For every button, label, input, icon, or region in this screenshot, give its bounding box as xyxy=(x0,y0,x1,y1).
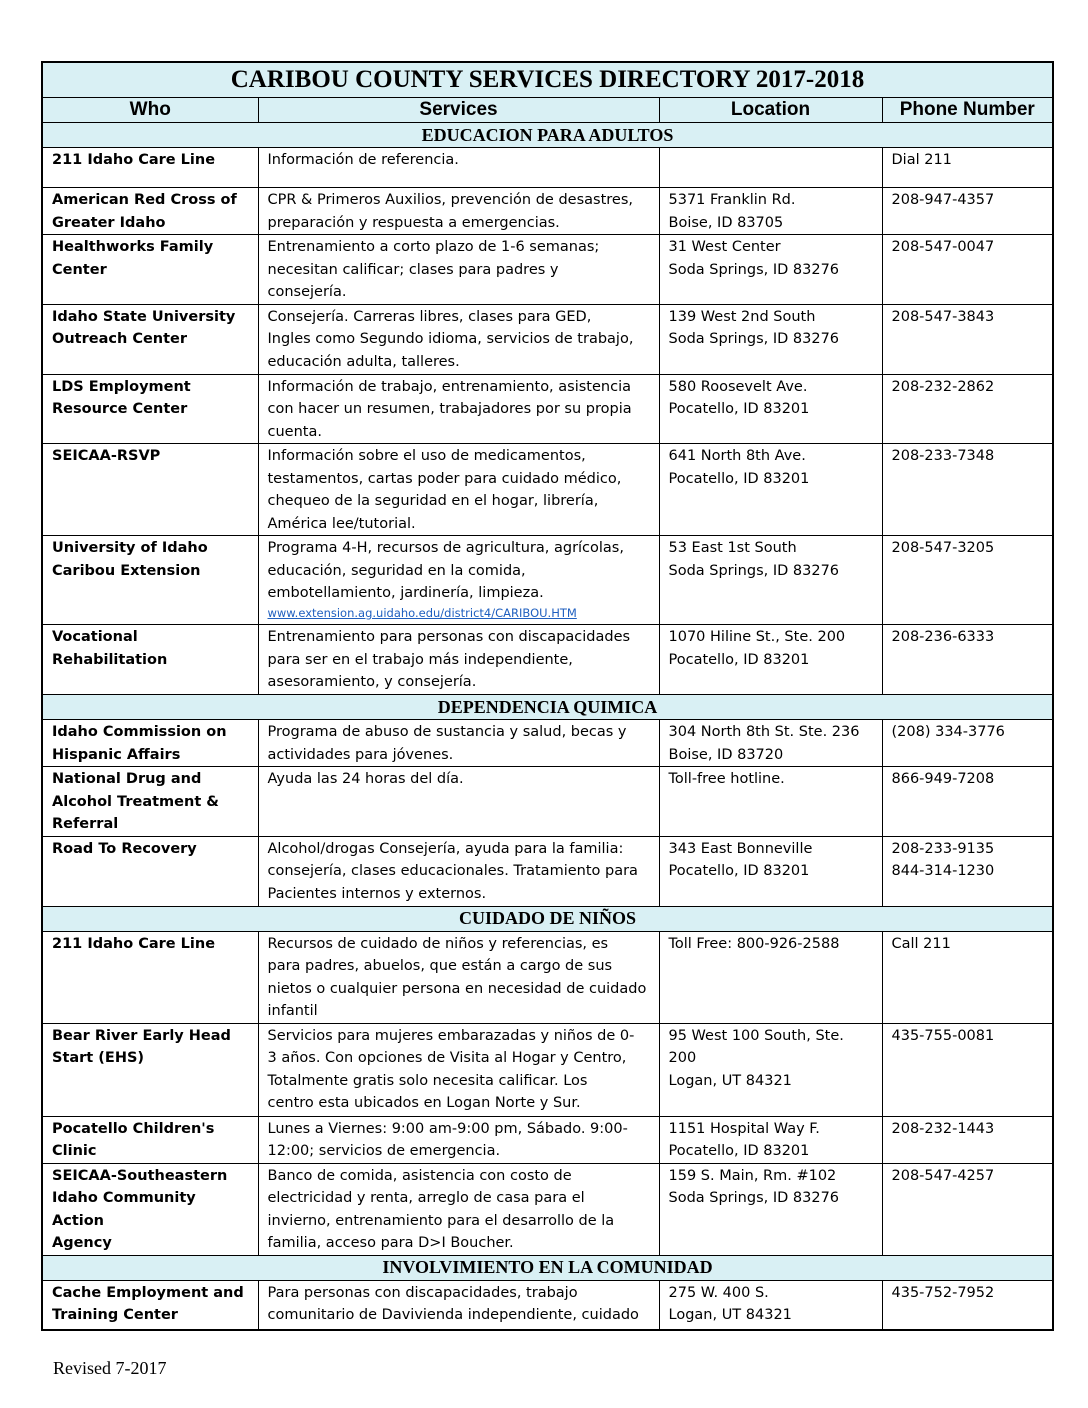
who-cell-text: SEICAA-RSVP xyxy=(52,448,161,464)
location-cell-text: 139 West 2nd South Soda Springs, ID 83276 xyxy=(668,308,840,347)
phone-cell-text: 208-547-0047 xyxy=(891,239,995,255)
section-title: INVOLVIMIENTO EN LA COMUNIDAD xyxy=(42,1255,1053,1280)
services-cell xyxy=(258,148,659,188)
services-cell xyxy=(258,188,659,235)
table-row xyxy=(42,931,1053,1023)
table-row xyxy=(42,1163,1053,1255)
services-cell-text: Información sobre el uso de medicamentos, testamentos, cartas poder para cuidado médico, chequeo de la seguridad en el hogar, librería, América lee/tutorial. xyxy=(267,448,622,532)
location-cell-text: 275 W. 400 S. Logan, UT 84321 xyxy=(668,1284,792,1323)
phone-cell xyxy=(882,1163,1053,1255)
table-row xyxy=(42,1023,1053,1116)
who-cell-text: University of Idaho Caribou Extension xyxy=(52,540,208,579)
location-cell-text: 641 North 8th Ave. Pocatello, ID 83201 xyxy=(668,448,810,487)
phone-cell xyxy=(882,188,1053,235)
location-cell xyxy=(659,1023,882,1116)
phone-cell-text: 208-547-3205 xyxy=(891,540,995,556)
services-directory-table xyxy=(41,61,1054,1331)
who-cell-text: 211 Idaho Care Line xyxy=(52,935,216,952)
who-cell-text: Idaho Commission on Hispanic Affairs xyxy=(52,724,227,763)
services-cell xyxy=(258,836,659,906)
phone-cell xyxy=(882,836,1053,906)
phone-cell-text: Dial 211 xyxy=(891,152,952,168)
services-cell-text: Entrenamiento para personas con discapacidades para ser en el trabajo más independiente, asesoramiento, y consejería. xyxy=(267,629,631,690)
services-cell-text: Para personas con discapacidades, trabajo comunitario de Daviviendа independiente, cuidado xyxy=(267,1284,639,1323)
who-cell xyxy=(42,304,258,374)
phone-cell-text: 435-752-7952 xyxy=(891,1284,995,1301)
location-cell-text: 5371 Franklin Rd. Boise, ID 83705 xyxy=(668,192,796,231)
phone-cell-text: 208-232-1443 xyxy=(891,1120,995,1137)
phone-cell xyxy=(882,148,1053,188)
table-row xyxy=(42,536,1053,625)
who-cell-text: 211 Idaho Care Line xyxy=(52,152,216,168)
who-cell-text: American Red Cross of Greater Idaho xyxy=(52,192,237,231)
who-cell xyxy=(42,148,258,188)
services-cell-text: Banco de comida, asistencia con costo de electricidad y renta, arreglo de casa para el invierno, entrenamiento para el desarrollo de la familia, acceso para D>I Boucher. xyxy=(267,1167,615,1251)
services-cell-text: Servicios para mujeres embarazadas y niños de 0- 3 años. Con opciones de Visita al Hogar y Centro, Totalmente gratis solo necesita calificar. Los centro esta ubicados en Logan Norte y Sur. xyxy=(267,1027,635,1111)
who-cell-text: Idaho State University Outreach Center xyxy=(52,308,236,347)
phone-cell-text: 208-233-7348 xyxy=(891,448,995,464)
location-cell xyxy=(659,720,882,767)
phone-cell xyxy=(882,931,1053,1023)
who-cell-text: Cache Employment and Training Center xyxy=(52,1284,244,1323)
phone-cell xyxy=(882,1280,1053,1330)
phone-cell-text: 208-236-6333 xyxy=(891,629,995,645)
header-phone: Phone Number xyxy=(882,98,1053,123)
phone-cell-text: 208-547-3843 xyxy=(891,308,995,325)
who-cell-text: Road To Recovery xyxy=(52,840,197,857)
services-cell xyxy=(258,235,659,305)
phone-cell xyxy=(882,444,1053,536)
location-cell xyxy=(659,304,882,374)
directory-page xyxy=(41,61,1052,1331)
who-cell xyxy=(42,625,258,695)
section-title: CUIDADO DE NIÑOS xyxy=(42,906,1053,931)
phone-cell xyxy=(882,767,1053,837)
location-cell xyxy=(659,1163,882,1255)
location-cell xyxy=(659,836,882,906)
table-row xyxy=(42,374,1053,444)
who-cell xyxy=(42,188,258,235)
phone-cell-text: 208-232-2862 xyxy=(891,378,995,395)
location-cell xyxy=(659,536,882,625)
location-cell xyxy=(659,767,882,837)
services-cell-text: Programa 4-H, recursos de agricultura, agrícolas, educación, seguridad en la comida, embotellamiento, jardinería, limpieza. xyxy=(267,540,624,601)
services-cell-text: Entrenamiento a corto plazo de 1-6 semanas; necesitan calificar; clases para padres y consejería. xyxy=(267,239,600,300)
location-cell-text: 1151 Hospital Way F. Pocatello, ID 83201 xyxy=(668,1120,820,1159)
services-cell-text: CPR & Primeros Auxilios, prevención de desastres, preparación y respuesta a emergencias. xyxy=(267,192,633,231)
phone-cell xyxy=(882,1023,1053,1116)
phone-cell-text: 208-233-9135 844-314-1230 xyxy=(891,840,995,879)
location-cell-text: 95 West 100 South, Ste. 200 Logan, UT 84321 xyxy=(668,1027,844,1089)
table-row xyxy=(42,148,1053,188)
services-cell xyxy=(258,1023,659,1116)
services-cell-text: Información de referencia. xyxy=(267,152,459,168)
who-cell xyxy=(42,1023,258,1116)
location-cell-text: 159 S. Main, Rm. #102 Soda Springs, ID 83276 xyxy=(668,1167,840,1206)
table-row xyxy=(42,304,1053,374)
table-row xyxy=(42,767,1053,837)
phone-cell xyxy=(882,304,1053,374)
header-location: Location xyxy=(659,98,882,123)
who-cell-text: SEICAA-Southeastern Idaho Community Action Agency xyxy=(52,1167,228,1251)
services-cell xyxy=(258,1280,659,1330)
phone-cell-text: 435-755-0081 xyxy=(891,1027,995,1044)
location-cell xyxy=(659,931,882,1023)
phone-cell-text: 866-949-7208 xyxy=(891,771,995,787)
table-row xyxy=(42,1280,1053,1330)
services-cell-text: Recursos de cuidado de niños y referencias, es para padres, abuelos, que están a cargo de sus nietos o cualquier persona en necesidad de cuidado infantil xyxy=(267,935,647,1019)
who-cell-text: National Drug and Alcohol Treatment & Referral xyxy=(52,771,219,832)
location-cell xyxy=(659,374,882,444)
phone-cell-text: Call 211 xyxy=(891,935,951,952)
who-cell xyxy=(42,1116,258,1163)
section-header-row xyxy=(42,1255,1053,1280)
directory-title: CARIBOU COUNTY SERVICES DIRECTORY 2017-2018 xyxy=(42,62,1053,98)
location-cell-text: Toll-free hotline. xyxy=(668,771,785,787)
services-cell-text: Alcohol/drogas Consejería, ayuda para la familia: consejería, clases educacionales. Tratamiento para Pacientes internos y externos. xyxy=(267,840,638,902)
section-header-row xyxy=(42,123,1053,148)
services-cell xyxy=(258,304,659,374)
phone-cell xyxy=(882,235,1053,305)
who-cell xyxy=(42,1280,258,1330)
table-row xyxy=(42,1116,1053,1163)
who-cell-text: Vocational Rehabilitation xyxy=(52,629,168,668)
location-cell xyxy=(659,188,882,235)
who-cell-text: LDS Employment Resource Center xyxy=(52,378,191,417)
section-title: DEPENDENCIA QUIMICA xyxy=(42,695,1053,720)
section-header-row xyxy=(42,906,1053,931)
services-cell xyxy=(258,767,659,837)
services-cell-text: Programa de abuso de sustancia y salud, becas y actividades para jóvenes. xyxy=(267,724,627,763)
who-cell-text: Healthworks Family Center xyxy=(52,239,214,278)
services-cell xyxy=(258,931,659,1023)
services-cell xyxy=(258,1163,659,1255)
table-row xyxy=(42,444,1053,536)
services-cell-text: Lunes a Viernes: 9:00 am-9:00 pm, Sábado. 9:00- 12:00; servicios de emergencia. xyxy=(267,1120,628,1159)
services-cell xyxy=(258,444,659,536)
phone-cell xyxy=(882,625,1053,695)
section-header-row xyxy=(42,695,1053,720)
location-cell-text: 1070 Hiline St., Ste. 200 Pocatello, ID 83201 xyxy=(668,629,846,668)
services-cell xyxy=(258,720,659,767)
who-cell xyxy=(42,374,258,444)
location-cell xyxy=(659,235,882,305)
who-cell xyxy=(42,444,258,536)
table-row xyxy=(42,836,1053,906)
location-cell xyxy=(659,1280,882,1330)
who-cell xyxy=(42,836,258,906)
extension-website-link[interactable]: www.extension.ag.uidaho.edu/district4/CARIBOU.HTM xyxy=(267,605,577,620)
phone-cell xyxy=(882,720,1053,767)
phone-cell xyxy=(882,1116,1053,1163)
services-cell-text: Ayuda las 24 horas del día. xyxy=(267,771,464,787)
location-cell xyxy=(659,148,882,188)
services-cell-text: Consejería. Carreras libres, clases para GED, Ingles como Segundo idioma, servicios de trabajo, educación adulta, talleres. xyxy=(267,308,634,370)
who-cell-text: Bear River Early Head Start (EHS) xyxy=(52,1027,231,1066)
who-cell xyxy=(42,235,258,305)
table-row xyxy=(42,720,1053,767)
header-who: Who xyxy=(42,98,258,123)
location-cell xyxy=(659,625,882,695)
phone-cell xyxy=(882,374,1053,444)
services-cell xyxy=(258,374,659,444)
header-services: Services xyxy=(258,98,659,123)
table-row xyxy=(42,188,1053,235)
location-cell-text: Toll Free: 800-926-2588 xyxy=(668,935,840,952)
who-cell-text: Pocatello Children's Clinic xyxy=(52,1120,215,1159)
services-cell-text: Información de trabajo, entrenamiento, asistencia con hacer un resumen, trabajadores por su propia cuenta. xyxy=(267,378,632,440)
table-row xyxy=(42,625,1053,695)
location-cell-text: 304 North 8th St. Ste. 236 Boise, ID 83720 xyxy=(668,724,860,763)
phone-cell-text: 208-547-4257 xyxy=(891,1167,995,1184)
location-cell-text: 31 West Center Soda Springs, ID 83276 xyxy=(668,239,840,278)
location-cell-text: 53 East 1st South Soda Springs, ID 83276 xyxy=(668,540,840,579)
who-cell xyxy=(42,931,258,1023)
services-cell xyxy=(258,625,659,695)
table-row xyxy=(42,235,1053,305)
section-title: EDUCACION PARA ADULTOS xyxy=(42,123,1053,148)
who-cell xyxy=(42,767,258,837)
location-cell xyxy=(659,1116,882,1163)
phone-cell-text: (208) 334-3776 xyxy=(891,724,1005,740)
revision-note: Revised 7-2017 xyxy=(53,1358,167,1378)
location-cell-text: 343 East Bonneville Pocatello, ID 83201 xyxy=(668,840,813,879)
location-cell xyxy=(659,444,882,536)
phone-cell-text: 208-947-4357 xyxy=(891,192,995,208)
who-cell xyxy=(42,720,258,767)
location-cell-text: 580 Roosevelt Ave. Pocatello, ID 83201 xyxy=(668,378,810,417)
services-cell xyxy=(258,536,659,625)
phone-cell xyxy=(882,536,1053,625)
who-cell xyxy=(42,1163,258,1255)
who-cell xyxy=(42,536,258,625)
services-cell xyxy=(258,1116,659,1163)
